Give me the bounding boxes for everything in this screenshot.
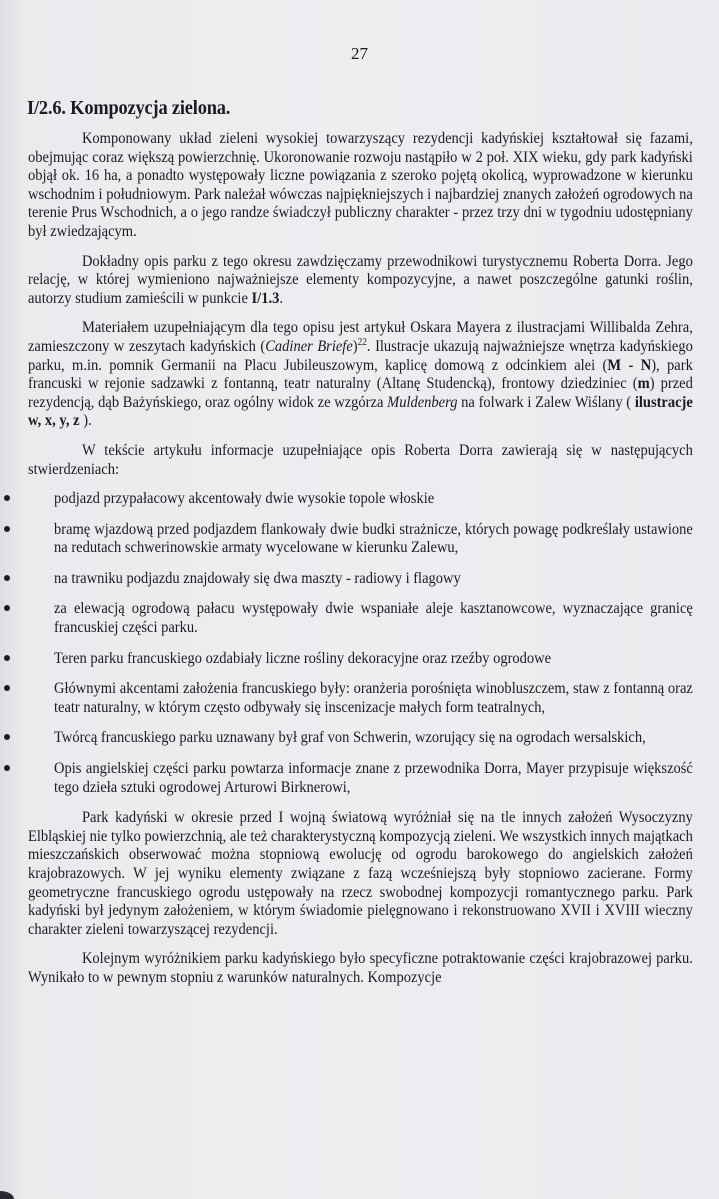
page-number: 27 [351, 44, 368, 63]
paragraph-3-text-d: ), park francuski w rejonie sadzawki z fontanną, teatr naturalny (Altanę Studencką), frontowy dziedziniec ( [28, 356, 693, 393]
paragraph-3-text-b: ) [352, 337, 358, 355]
bold-ref-m-n: M - N [607, 356, 652, 374]
list-item [28, 521, 693, 558]
list-item-text: na trawniku podjazdu znajdowały się dwa maszty - radiowy i flagowy [54, 569, 461, 587]
list-item-text: Głównymi akcentami założenia francuskiego były: oranżeria porośnięta winobluszczem, staw z fontanną oraz teatr naturalny, w którym często odbywały się inscenizacje małych form teatralnych, [54, 680, 693, 716]
bullet-icon [4, 734, 10, 740]
list-item-text: podjazd przypałacowy akcentowały dwie wysokie topole włoskie [54, 490, 435, 508]
paragraph-2-text: Dokładny opis parku z tego okresu zawdzięczamy przewodnikowi turystycznemu Roberta Dorra. Jego relację, w której wymieniono najważniejsze elementy kompozycyjne, a nawet poszczególne gatunki roślin, autorzy studium zamieścili w punkcie [28, 252, 693, 307]
paragraph-3-text-f: na folwark i Zalew Wiślany ( [457, 393, 635, 411]
bullet-icon [4, 495, 10, 501]
footnote-marker: 22 [357, 336, 367, 348]
list-item-text: Teren parku francuskiego ozdabiały liczne rośliny dekoracyjne oraz rzeźby ogrodowe [54, 649, 552, 667]
paragraph-3-text-e: ) przed rezydencją, dąb Bażyńskiego, oraz ogólny widok ze wzgórza [28, 375, 693, 411]
paragraph-3-text-c: . Ilustracje ukazują najważniejsze wnętrza kadyńskiego parku, m.in. pomnik Germanii na Placu Jubileuszowym, kaplicę domową z odcinkiem alei ( [28, 337, 693, 374]
list-item-text: Opis angielskiej części parku powtarza informacje znane z przewodnika Dorra, Mayer przypisuje większość tego dzieła sztuki ogrodowej Arturowi Birknerowi, [54, 760, 693, 796]
list-item [28, 600, 693, 637]
paragraph-3 [28, 319, 693, 431]
italic-title-cadiner-briefe: Cadiner Briefe [265, 337, 353, 355]
bullet-icon [4, 685, 10, 691]
body-text [28, 130, 693, 999]
bold-illustrations-ref: ilustracje w, x, y, z [28, 393, 693, 430]
paragraph-1: Komponowany układ zieleni wysokiej towarzyszący rezydencji kadyńskiej kształtował się fazami, obejmując coraz większą powierzchnię. Ukoronowanie rozwoju nastąpiło w 2 poł. XIX wieku, gdy park kadyński objął ok. 16 ha, a ponadto występowały liczne powiązania z szeroko pojętą okolicą, wyprowadzone w kierunku wschodnim i południowym. Park należał wówczas najpiękniejszych i najbardziej znanych założeń ogrodowych na terenie Prus Wschodnich, a o jego randze świadczył publiczny charakter - przez trzy dni w tygodniu udostępniany był zwiedzającym. [28, 130, 693, 240]
list-item [28, 680, 693, 717]
paragraph-5: Park kadyński w okresie przed I wojną światową wyróżniał się na tle innych założeń Wysoczyzny Elbląskiej nie tylko powierzchnią, ale też charakterystyczną kompozycją zieleni. We wszystkich innych majątkach mieszczańskich obserwować można stopniową ewolucję od ogrodu barokowego do angielskich założeń krajobrazowych. W jej wyniku elementy związane z fazą wcześniejszą były stopniowo zacierane. Formy geometryczne francuskiego ogrodu ustępowały na rzecz swobodnej kompozycji romantycznego parku. Park kadyński był jedynym założeniem, w którym świadomie pielęgnowano i rekonstruowano XVII i XVIII wieczny charakter zieleni towarzyszącej rezydencji. [28, 809, 693, 938]
paragraph-3-text-g: ). [79, 412, 92, 430]
list-item [28, 650, 693, 669]
bullet-icon [4, 655, 10, 661]
list-item-text: za elewacją ogrodową pałacu występowały dwie wspaniałe aleje kasztanowcowe, wyznaczające granicę francuskiej części parku. [54, 600, 693, 637]
list-item [28, 760, 693, 797]
paragraph-3-text-a: Materiałem uzupełniającym dla tego opisu jest artykuł Oskara Mayera z ilustracjami Willibalda Zehra, zamieszczony w zeszytach kadyńskich ( [28, 319, 693, 355]
bold-ref-m: m [637, 375, 650, 393]
scan-corner-shadow [0, 1191, 14, 1199]
paragraph-2-end: . [279, 289, 283, 307]
list-item [28, 729, 693, 748]
bullet-icon [4, 605, 10, 611]
bullet-list [28, 490, 693, 797]
list-item [28, 570, 693, 589]
paragraph-4: W tekście artykułu informacje uzupełniające opis Roberta Dorra zawierają się w następujących stwierdzeniach: [28, 441, 693, 478]
list-item-text: Twórcą francuskiego parku uznawany był graf von Schwerin, wzorujący się na ogrodach wersalskich, [54, 729, 646, 747]
paragraph-6: Kolejnym wyróżnikiem parku kadyńskiego było specyficzne potraktowanie części krajobrazowej parku. Wynikało to w pewnym stopniu z warunków naturalnych. Kompozycje [28, 950, 693, 986]
list-item [28, 490, 693, 509]
section-title: I/2.6. Kompozycja zielona. [27, 97, 231, 119]
list-item-text: bramę wjazdową przed podjazdem flankowały dwie budki strażnicze, których powagę podkreślały ustawione na redutach schwerinowskie armaty wycelowane w kierunku Zalewu, [54, 520, 693, 557]
italic-muldenberg: Muldenberg [387, 393, 458, 411]
bullet-icon [4, 526, 10, 532]
bullet-icon [4, 575, 10, 581]
section-reference: I/1.3 [251, 289, 280, 307]
bullet-icon [4, 765, 10, 771]
paragraph-2 [28, 253, 693, 309]
